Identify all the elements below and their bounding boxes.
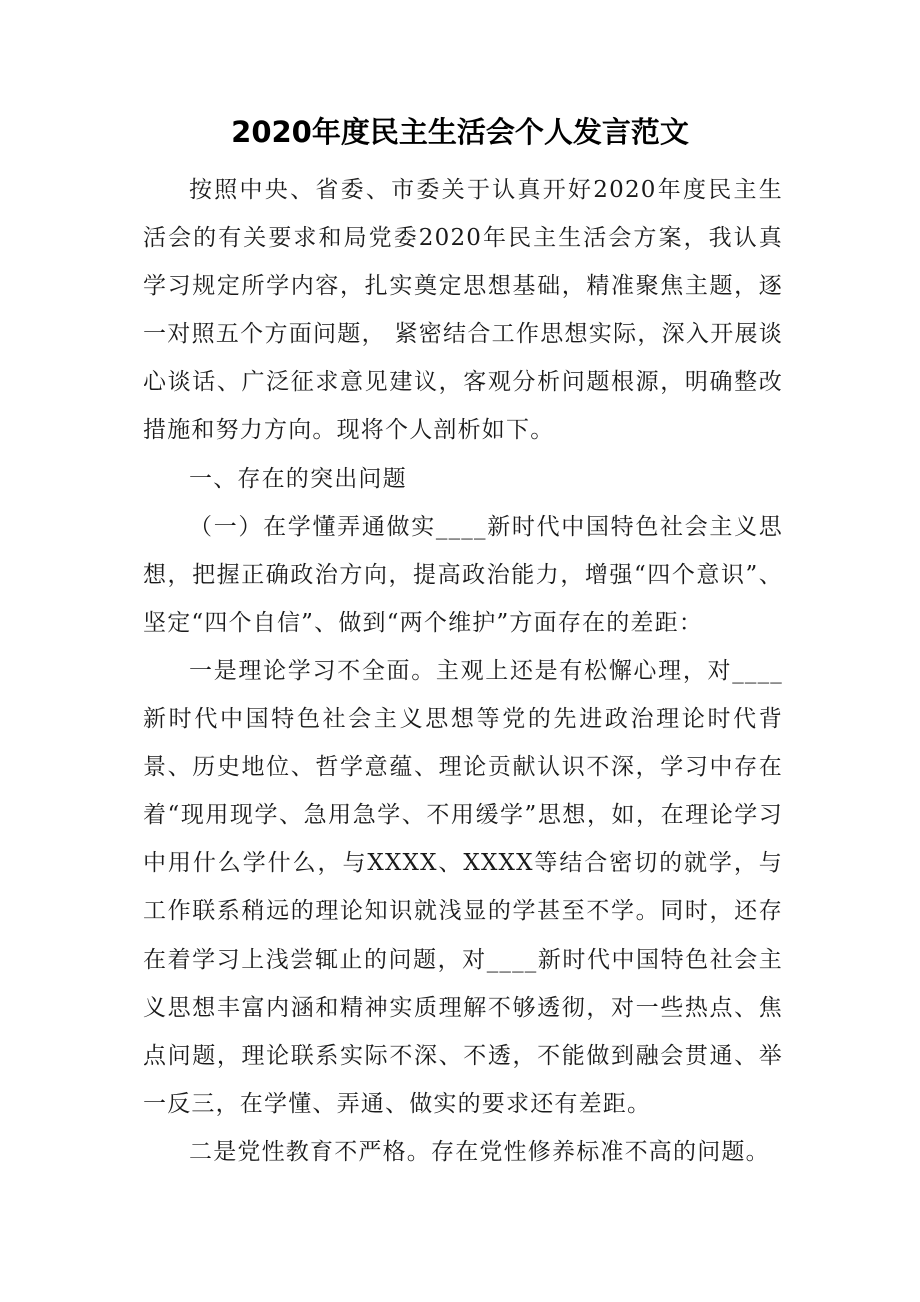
body-paragraph: 二是党性教育不严格。存在党性修养标准不高的问题。 xyxy=(189,1138,770,1165)
document-title: 2020年度民主生活会个人发言范文 xyxy=(231,115,689,149)
body-paragraph: 一是理论学习不全面。主观上还是有松懈心理，对____新时代中国特色社会主义思想等党的先进政治理论时代背景、历史地位、哲学意蕴、理论贡献认识不深，学习中存在着“现用现学、急用急学、不用缓学”思想，如，在理论学习中用什么学什么，与XXXX、XXXX等结合密切的就学，与工作联系稍远的理论知识就浅显的学甚至不学。同时，还存在着学习上浅尝辄止的问题，对____新时代中国特色社会主义思想丰富内涵和精神实质理解不够透彻，对一些热点、焦点问题，理论联系实际不深、不透，不能做到融会贯通、举一反三，在学懂、弄通、做实的要求还有差距。 xyxy=(143,657,783,1117)
subsection-heading: （一）在学懂弄通做实____新时代中国特色社会主义思想，把握正确政治方向，提高政治能力，增强“四个意识”、坚定“四个自信”、做到“两个维护”方面存在的差距： xyxy=(143,513,783,636)
section-heading: 一、存在的突出问题 xyxy=(189,465,407,492)
document-body xyxy=(143,166,783,1176)
intro-paragraph: 按照中央、省委、市委关于认真开好2020年度民主生活会的有关要求和局党委2020年民主生活会方案，我认真学习规定所学内容，扎实奠定思想基础，精准聚焦主题，逐一对照五个方面问题， 紧密结合工作思想实际，深入开展谈心谈话、广泛征求意见建议，客观分析问题根源，明确整改措施和努力方向。现将个人剖析如下。 xyxy=(143,177,783,444)
